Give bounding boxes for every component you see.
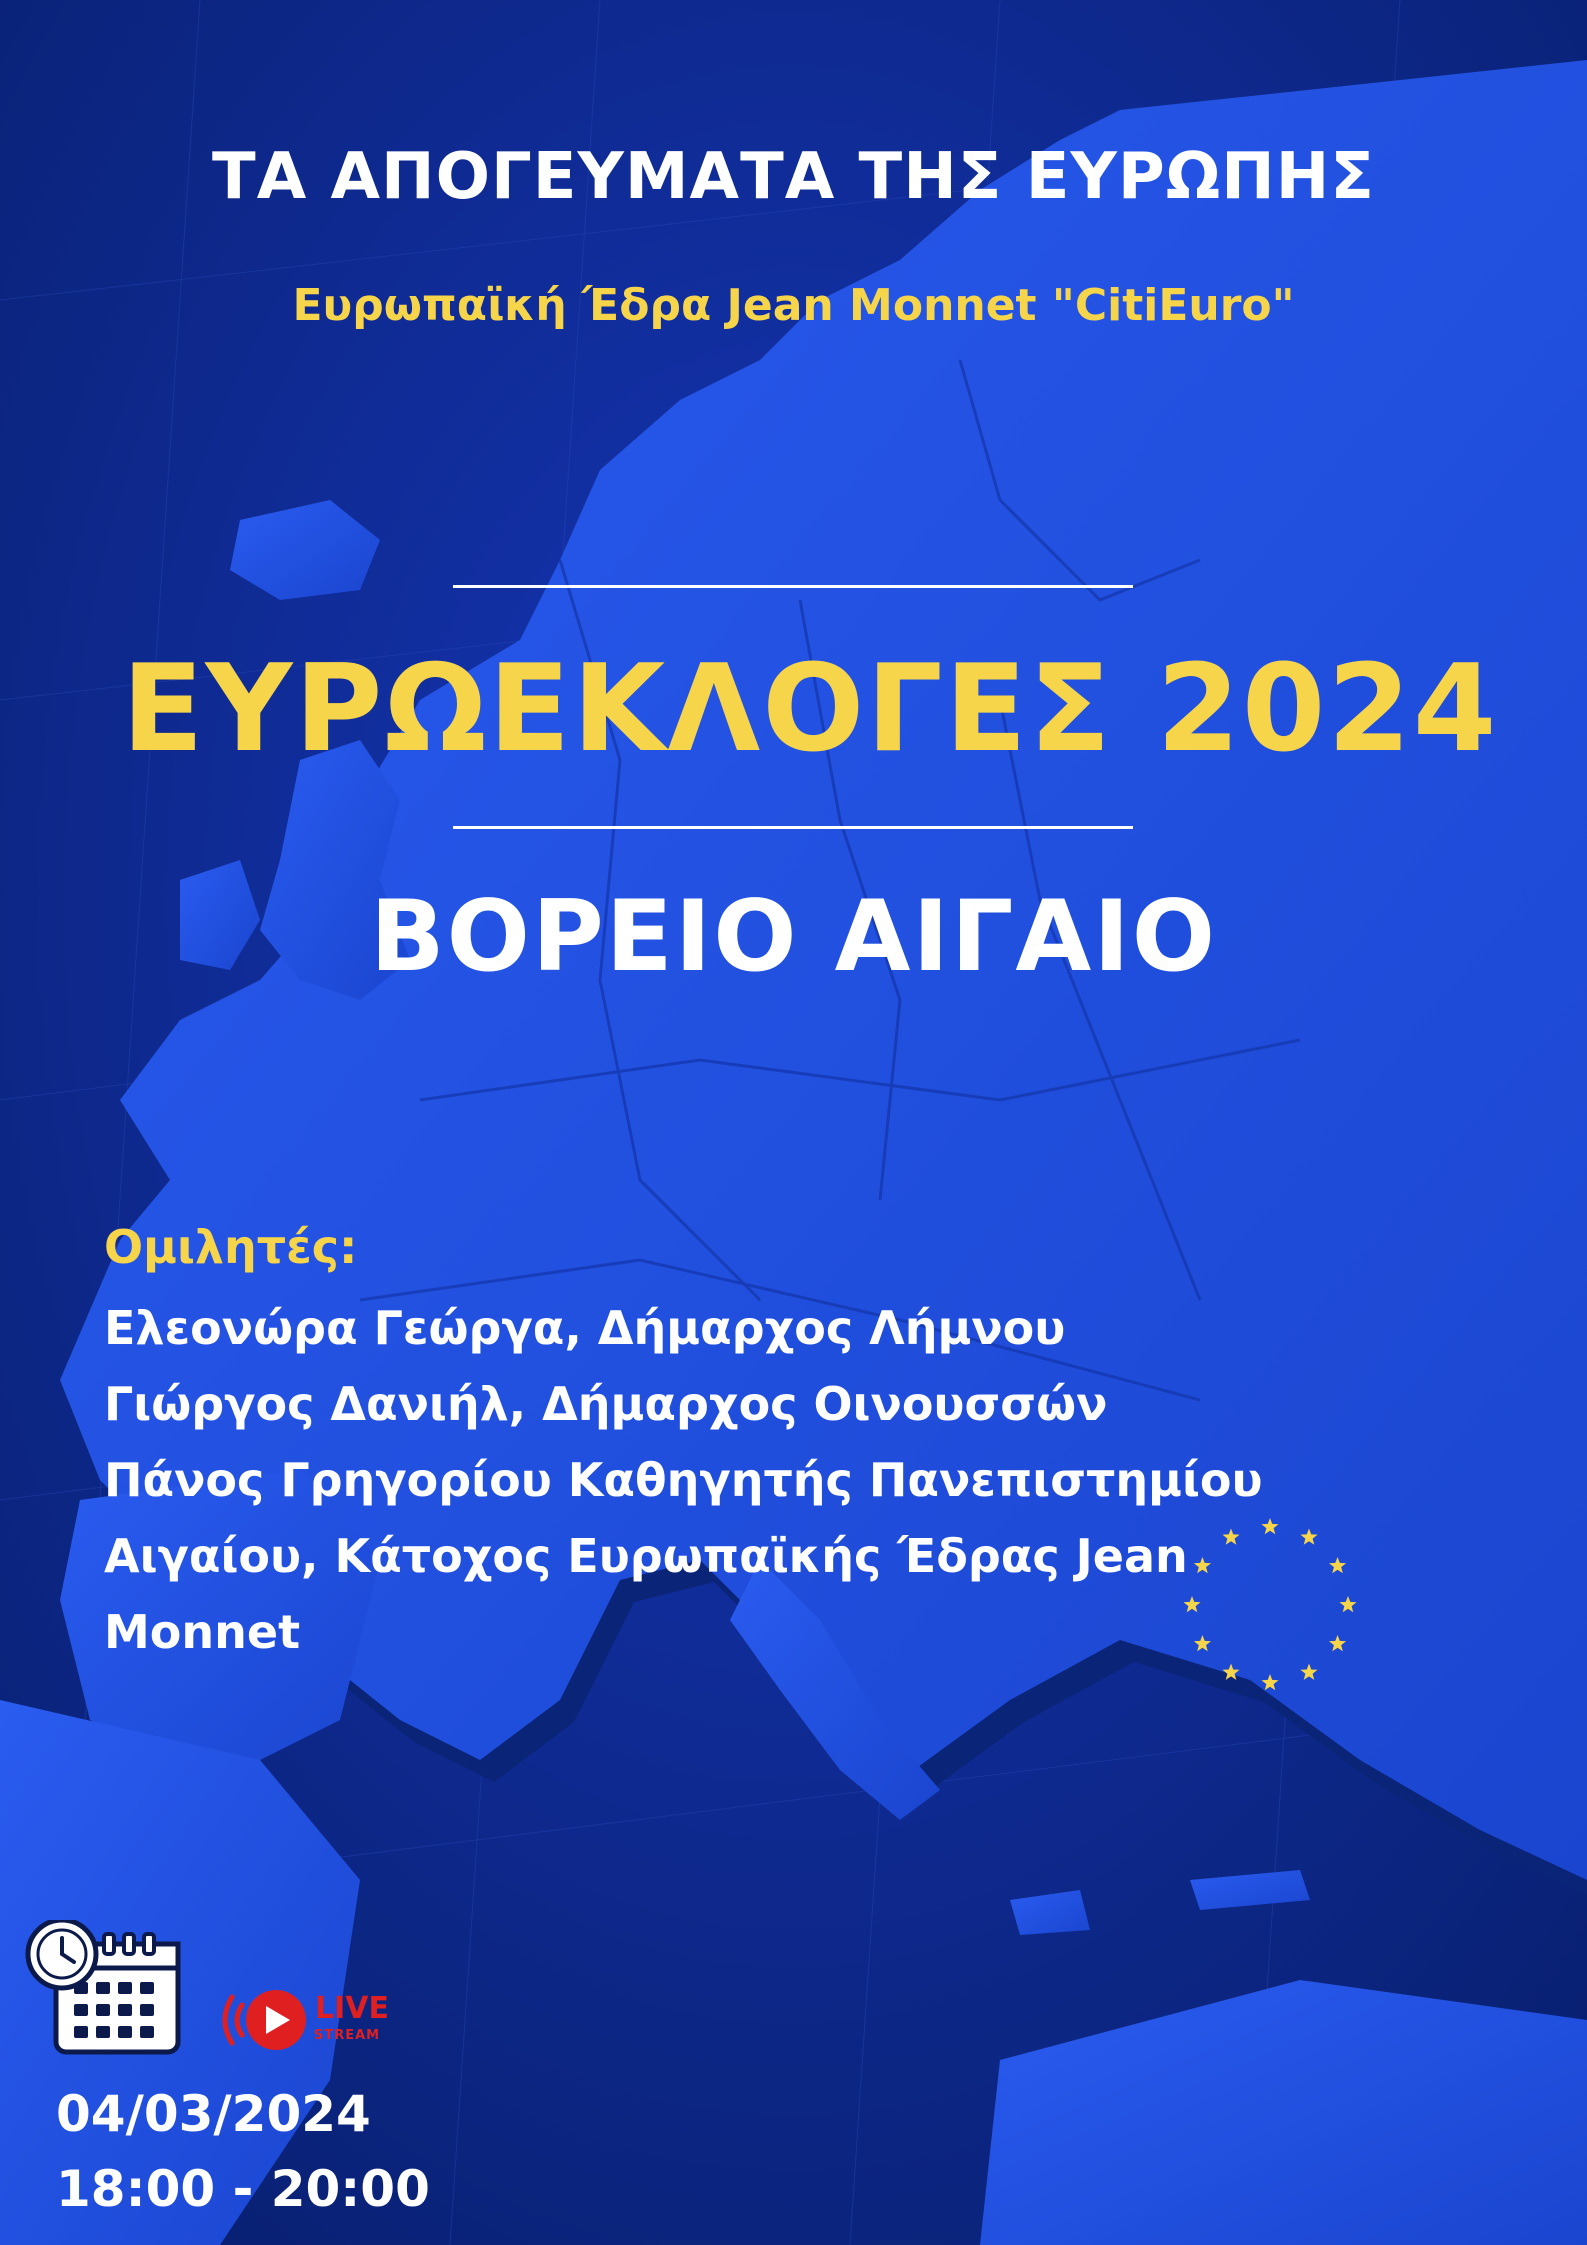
event-date: 04/03/2024 [56, 2085, 371, 2143]
eu-star [1300, 1664, 1317, 1680]
headline: ΕΥΡΩΕΚΛΟΓΕΣ 2024 [121, 640, 1499, 779]
eu-star [1194, 1635, 1211, 1651]
speaker-line: Monnet [104, 1605, 301, 1659]
region-title: ΒΟΡΕΙΟ ΑΙΓΑΙΟ [369, 880, 1218, 994]
eu-star [1339, 1596, 1356, 1612]
speaker-line: Αιγαίου, Κάτοχος Ευρωπαϊκής Έδρας Jean [104, 1529, 1188, 1583]
eu-star [1329, 1557, 1346, 1573]
eu-star [1300, 1528, 1317, 1544]
divider-bottom [453, 826, 1133, 829]
stream-label: STREAM [314, 2028, 381, 2043]
eu-star [1194, 1557, 1211, 1573]
eu-star [1329, 1635, 1346, 1651]
speakers-list [104, 1290, 1263, 1670]
live-label: LIVE [315, 1991, 389, 2026]
eu-star [1183, 1596, 1200, 1612]
divider-top [453, 585, 1133, 588]
eu-star [1222, 1664, 1239, 1680]
speaker-line: Πάνος Γρηγορίου Καθηγητής Πανεπιστημίου [104, 1453, 1263, 1507]
eu-star [1261, 1518, 1278, 1534]
calendar-clock-icon [24, 1920, 184, 2060]
speaker-line: Ελεονώρα Γεώργα, Δήμαρχος Λήμνου [104, 1301, 1066, 1355]
eu-star [1222, 1528, 1239, 1544]
speaker-line: Γιώργος Δανιήλ, Δήμαρχος Οινουσσών [104, 1377, 1108, 1431]
event-time: 18:00 - 20:00 [56, 2160, 430, 2218]
eu-stars-icon [1170, 1505, 1370, 1705]
speakers-label: Ομιλητές: [104, 1220, 358, 1274]
eu-star [1261, 1674, 1278, 1690]
series-title: ΤΑ ΑΠΟΓΕΥΜΑΤΑ ΤΗΣ ΕΥΡΩΠΗΣ [212, 140, 1375, 214]
organizer-subtitle: Ευρωπαϊκή Έδρα Jean Monnet "CitiEuro" [292, 280, 1295, 331]
